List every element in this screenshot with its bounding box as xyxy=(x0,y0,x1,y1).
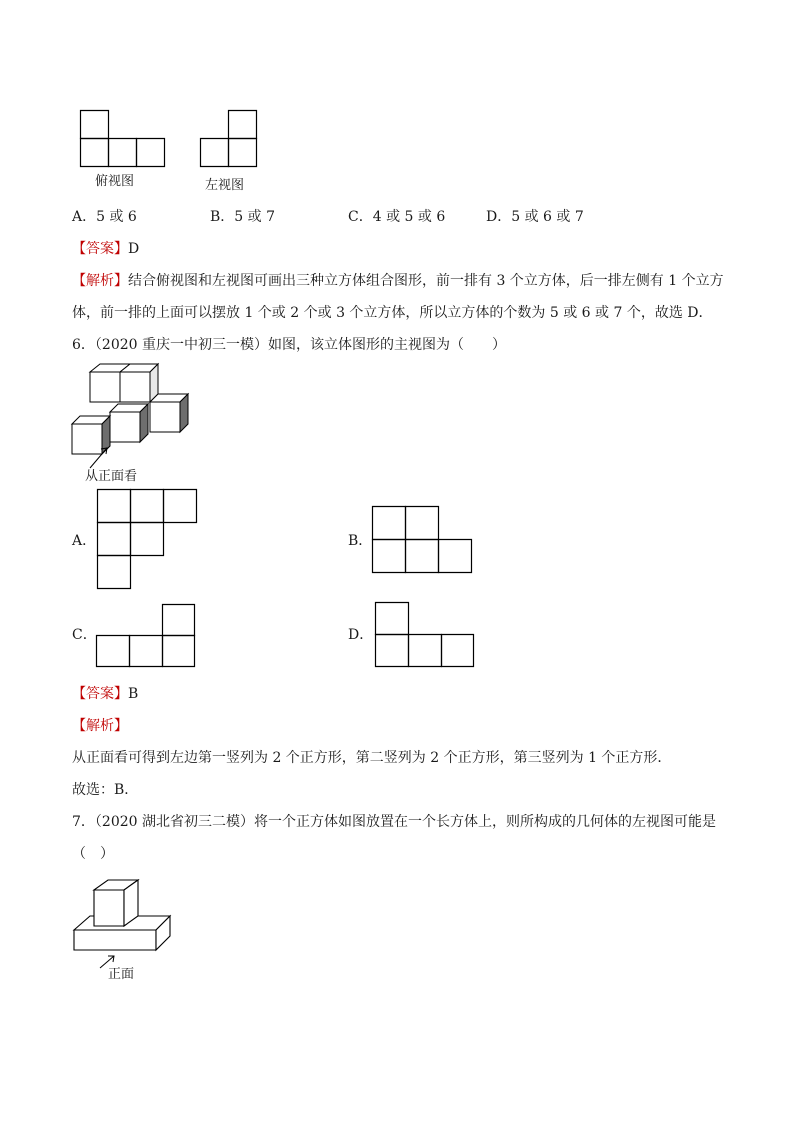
q6-option-d-label[interactable]: D． xyxy=(348,627,374,643)
q7-question-line2: （ ） xyxy=(72,846,114,862)
q5-analysis-line1 xyxy=(72,271,724,291)
q5-answer-tag: 【答案】 xyxy=(72,241,128,257)
left-view-figure xyxy=(200,110,260,168)
q5-analysis-text1: 结合俯视图和左视图可画出三种立方体组合图形，前一排有 3 个立方体，后一排左侧有 1 个立方 xyxy=(128,273,724,289)
q5-analysis-line2: 体，前一排的上面可以摆放 1 个或 2 个或 3 个立方体，所以立方体的个数为 5 或 6 或 7 个，故选 D． xyxy=(72,305,713,321)
q6-option-b-figure[interactable] xyxy=(372,506,476,574)
q6-figure-caption: 从正面看 xyxy=(85,469,138,484)
q5-analysis-tag: 【解析】 xyxy=(72,273,128,289)
q6-answer-tag: 【答案】 xyxy=(72,686,128,702)
top-view-figure xyxy=(80,110,168,168)
q7-figure-caption: 正面 xyxy=(108,967,135,982)
top-view-label: 俯视图 xyxy=(95,174,135,189)
q5-option-c[interactable]: C．4 或 5 或 6 xyxy=(348,209,446,225)
q6-question: 6．（2020 重庆一中初三一模）如图，该立体图形的主视图为（ ） xyxy=(72,337,506,353)
q6-option-c-figure[interactable] xyxy=(96,604,200,668)
q6-analysis-tag: 【解析】 xyxy=(72,718,128,734)
q5-option-b[interactable]: B．5 或 7 xyxy=(210,209,276,225)
q7-solid-figure xyxy=(70,876,180,971)
q6-answer-value: B xyxy=(128,686,139,702)
q5-answer xyxy=(72,239,139,259)
q5-option-a[interactable]: A．5 或 6 xyxy=(72,209,137,225)
q6-option-a-figure[interactable] xyxy=(97,489,201,589)
q6-answer xyxy=(72,684,138,704)
q6-option-b-label[interactable]: B． xyxy=(348,533,373,549)
q5-option-d[interactable]: D．5 或 6 或 7 xyxy=(486,209,584,225)
q6-option-a-label[interactable]: A． xyxy=(72,533,97,549)
left-view-label: 左视图 xyxy=(205,178,245,193)
q7-question-line1: 7．（2020 湖北省初三二模）将一个正方体如图放置在一个长方体上，则所构成的几何体的左视图可能是 xyxy=(72,814,716,830)
q6-conclusion: 故选：B． xyxy=(72,782,139,798)
q5-answer-value: D xyxy=(128,241,140,257)
q6-option-c-label[interactable]: C． xyxy=(72,627,97,643)
q6-option-d-figure[interactable] xyxy=(375,602,479,668)
q6-analysis-text: 从正面看可得到左边第一竖列为 2 个正方形，第二竖列为 2 个正方形，第三竖列为 1 个正方形． xyxy=(72,750,672,766)
